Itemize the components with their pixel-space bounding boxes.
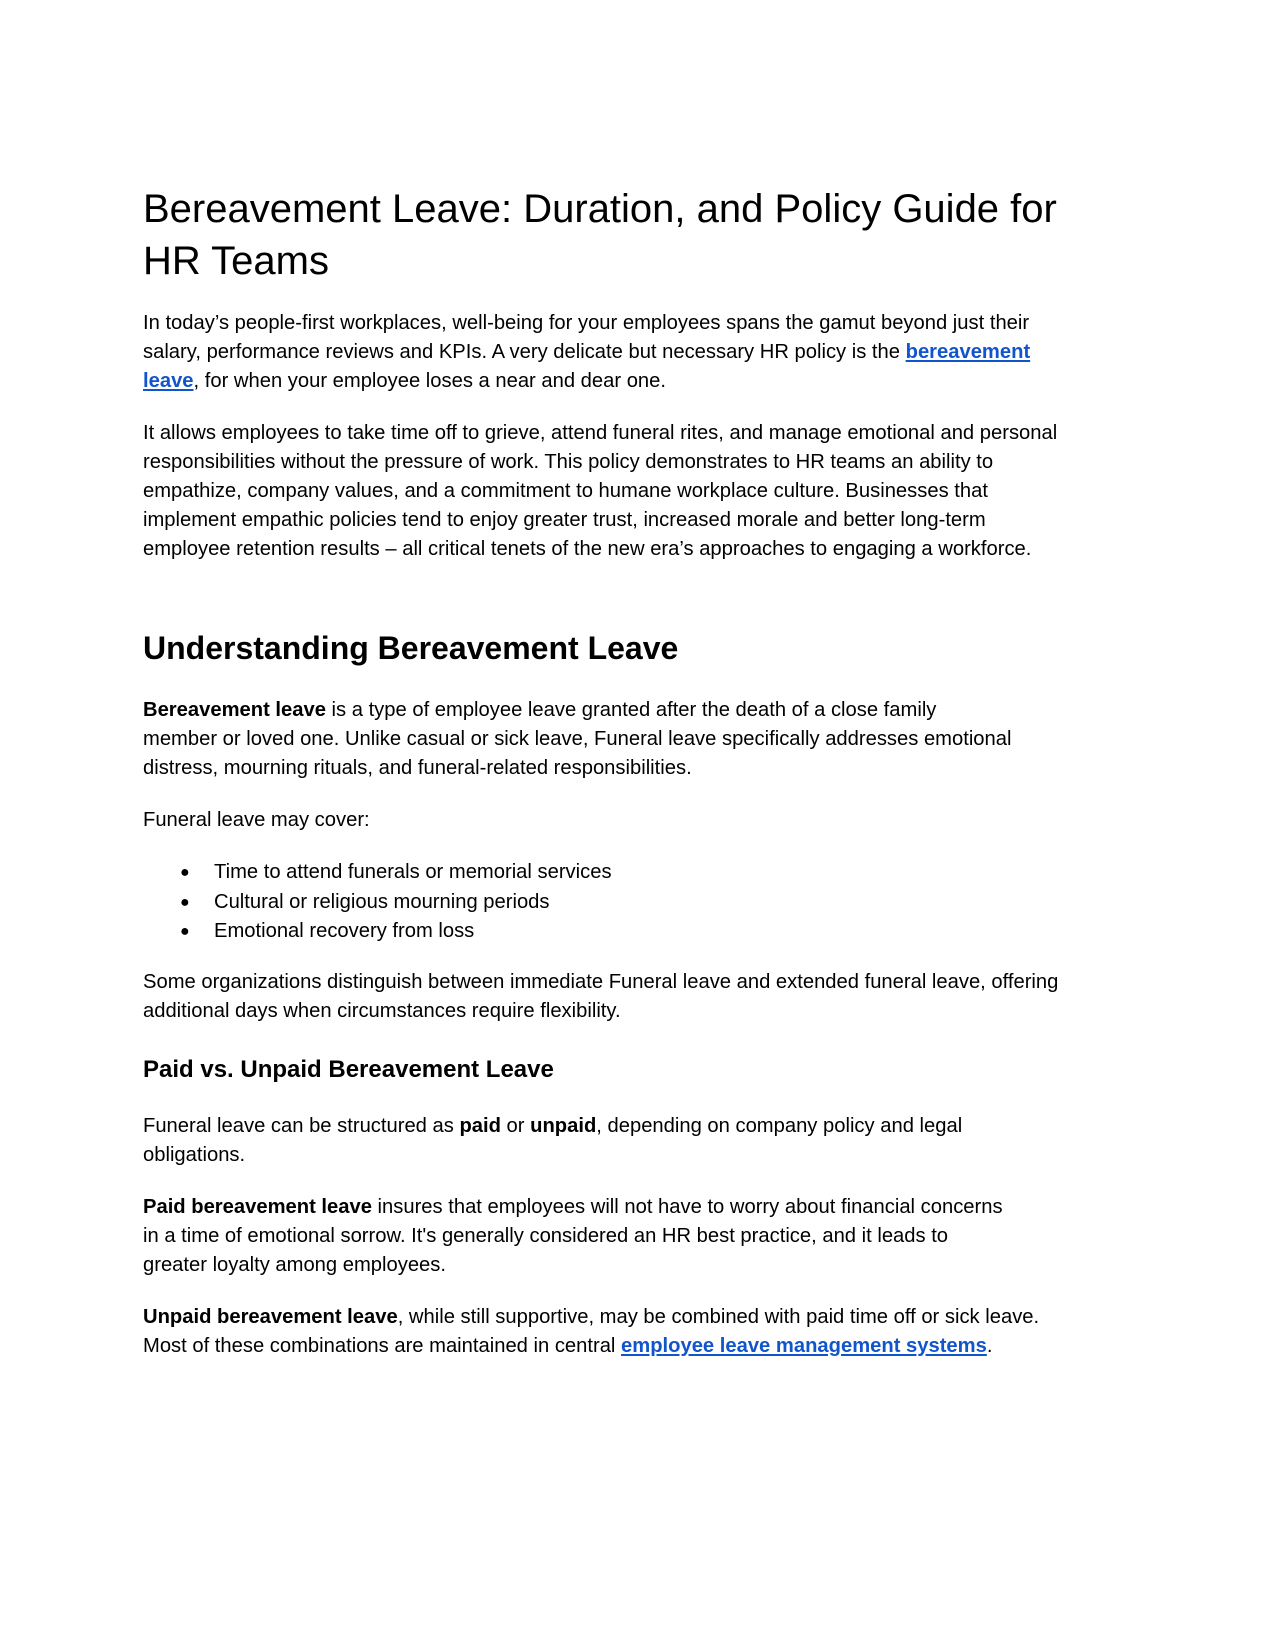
coverage-intro: Funeral leave may cover: [143,809,370,831]
paid-leave-term: Paid bereavement leave [143,1196,372,1218]
section-heading-paid-vs-unpaid: Paid vs. Unpaid Bereavement Leave [143,1056,554,1083]
coverage-list [143,858,612,947]
text: , depending on company policy and legal obligations. [143,1115,963,1166]
page-title: Bereavement Leave: Duration, and Policy Guide for HR Teams [143,187,1057,283]
list-item [143,888,612,918]
paid-leave-paragraph [143,1193,1013,1280]
bullet-icon: ● [180,923,190,940]
text: . [986,1335,993,1357]
intro-text-before: In today’s people-first workplaces, well-being for your employees spans the gamut beyond just their salary, performance reviews and KPIs. A very delicate but necessary HR policy is the [143,312,1030,363]
unpaid-term: unpaid [530,1115,597,1137]
bereavement-leave-link[interactable]: bereavement leave [143,341,1031,392]
unpaid-leave-paragraph [143,1303,1048,1361]
bullet-icon: ● [180,893,190,911]
list-item-text: Emotional recovery from loss [214,920,475,942]
paid-term: paid [459,1115,501,1137]
definition-text: is a type of employee leave granted after the death of a close family member or loved one. Unlike casual or sick leave, Funeral leave specifically addresses emotional distress, mourning rituals, and funeral-related responsibilities. [143,699,1012,779]
unpaid-leave-text: , while still supportive, may be combined with paid time off or sick leave. Most of these combinations are maintained in central [143,1306,1040,1357]
paid-leave-text: insures that employees will not have to worry about financial concerns in a time of emotional sorrow. It's generally considered an HR best practice, and it leads to greater loyalty among employees. [143,1196,1003,1276]
employee-leave-management-link[interactable]: employee leave management systems [621,1335,987,1357]
bullet-icon: ● [180,864,190,881]
extended-leave-paragraph: Some organizations distinguish between immediate Funeral leave and extended funeral leave, offering additional days when circumstances require flexibility. [143,971,1059,1022]
text: or [500,1115,531,1137]
list-item [143,917,612,947]
section-heading-understanding: Understanding Bereavement Leave [143,630,679,666]
intro-paragraph-1 [143,309,1078,396]
paid-unpaid-paragraph [143,1112,1043,1170]
text: Funeral leave can be structured as [143,1115,460,1137]
intro-text-after: , for when your employee loses a near and dear one. [193,370,666,392]
definition-paragraph [143,696,1013,783]
unpaid-leave-term: Unpaid bereavement leave [143,1306,398,1328]
list-item-text: Cultural or religious mourning periods [214,890,550,913]
intro-paragraph-2: It allows employees to take time off to grieve, attend funeral rites, and manage emotional and personal responsibilities without the pressure of work. This policy demonstrates to HR teams an ability to empathize, company values, and a commitment to humane workplace culture. Businesses that implement empathic policies tend to enjoy greater trust, increased morale and better long-term employee retention results – all critical tenets of the new era’s approaches to engaging a workforce. [143,422,1058,560]
definition-term: Bereavement leave [143,699,326,721]
list-item [143,858,612,888]
list-item-text: Time to attend funerals or memorial services [214,861,612,883]
